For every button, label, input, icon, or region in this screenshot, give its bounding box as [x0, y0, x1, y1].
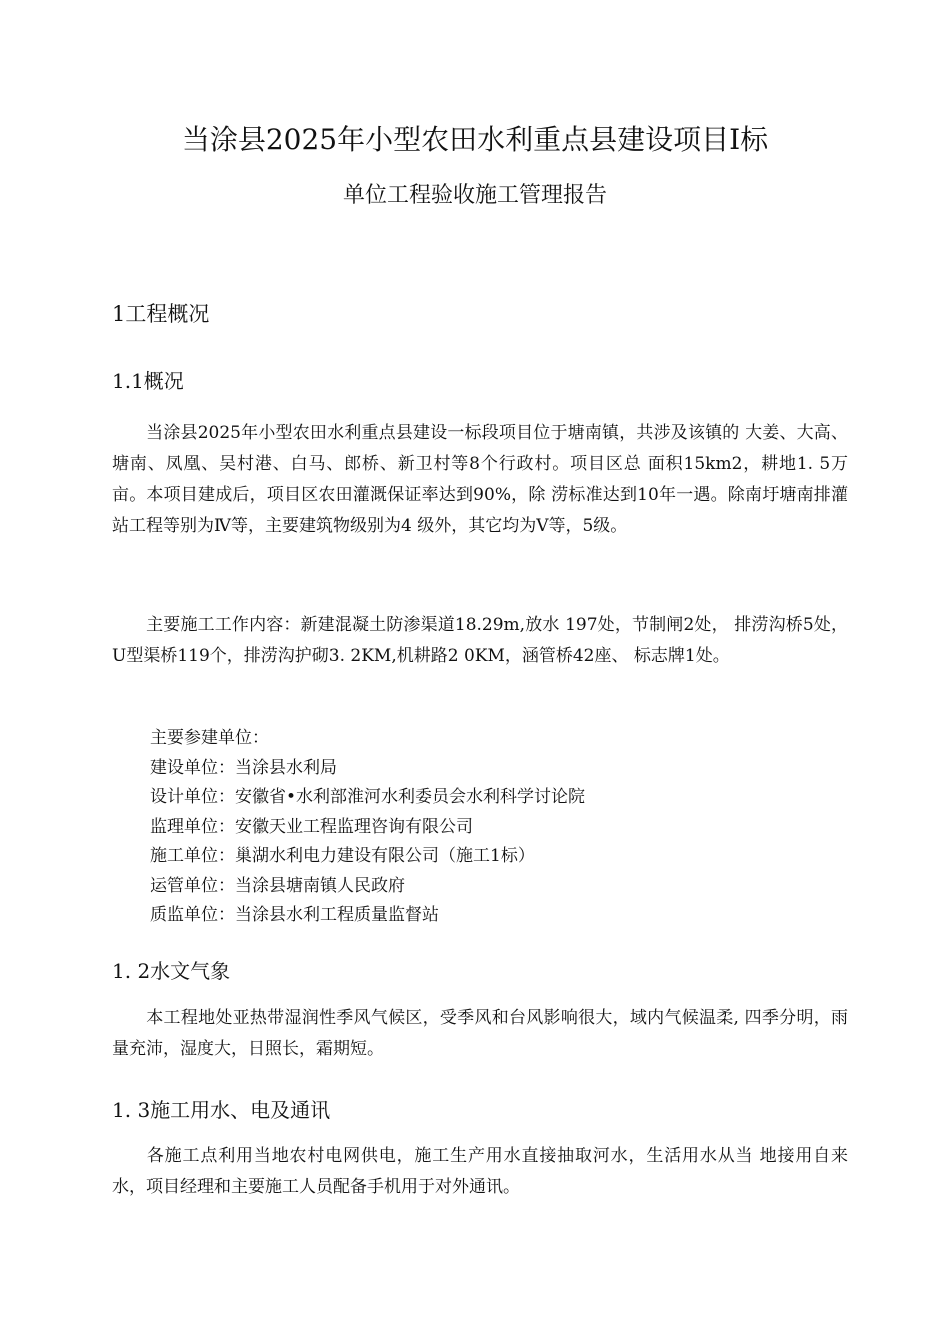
document-title: 当涂县2025年小型农田水利重点县建设项目Ⅰ标	[181, 123, 769, 156]
construction-content-text: 主要施工工作内容：新建混凝土防渗渠道18.29m,放水 197处，节制闸2处， 排涝沟桥5处，U型渠桥119个，排涝沟护砌3. 2KM,机耕路2 0KM，涵管桥42座、 标志牌1处。	[112, 615, 848, 666]
overview-paragraph-text: 当涂县2025年小型农田水利重点县建设一标段项目位于塘南镇，共涉及该镇的 大姜、大高、塘南、凤凰、吴村港、白马、郎桥、新卫村等8个行政村。项目区总 面积15km2，耕地1. 5万亩。本项目建成后，项目区农田灌溉保证率达到90%，除 涝标准达到10年一遇。除南圩塘南排灌站工程等别为Ⅳ等，主要建筑物级别为4 级外，其它均为Ⅴ等，5级。	[112, 423, 848, 536]
section-heading-1-3: 1. 3施工用水、电及通讯	[112, 1098, 331, 1122]
list-item: 质监单位：当涂县水利工程质量监督站	[150, 905, 439, 925]
utilities-paragraph	[112, 1141, 848, 1203]
section-heading-1-2: 1. 2水文气象	[112, 959, 231, 983]
overview-paragraph	[112, 418, 848, 542]
list-item: 施工单位：巢湖水利电力建设有限公司（施工1标）	[150, 846, 535, 866]
hydrology-paragraph-text: 本工程地处亚热带湿润性季风气候区，受季风和台风影响很大，域内气候温柔, 四季分明，雨量充沛，湿度大，日照长，霜期短。	[112, 1008, 848, 1059]
participants-list	[150, 724, 585, 931]
section-heading-1: 1工程概况	[112, 302, 210, 326]
list-item: 设计单位：安徽省•水利部淮河水利委员会水利科学讨论院	[150, 787, 586, 807]
list-item: 监理单位：安徽天业工程监理咨询有限公司	[150, 816, 473, 837]
document-subtitle: 单位工程验收施工管理报告	[342, 183, 607, 208]
list-item: 建设单位：当涂县水利局	[150, 757, 337, 778]
section-heading-1-1: 1.1概况	[112, 369, 184, 393]
list-item: 运管单位：当涂县塘南镇人民政府	[150, 875, 405, 896]
participants-heading: 主要参建单位：	[150, 728, 269, 748]
construction-content-paragraph	[112, 610, 848, 672]
hydrology-paragraph	[112, 1003, 848, 1065]
utilities-paragraph-text: 各施工点利用当地农村电网供电，施工生产用水直接抽取河水，生活用水从当 地接用自来水，项目经理和主要施工人员配备手机用于对外通讯。	[112, 1146, 848, 1197]
